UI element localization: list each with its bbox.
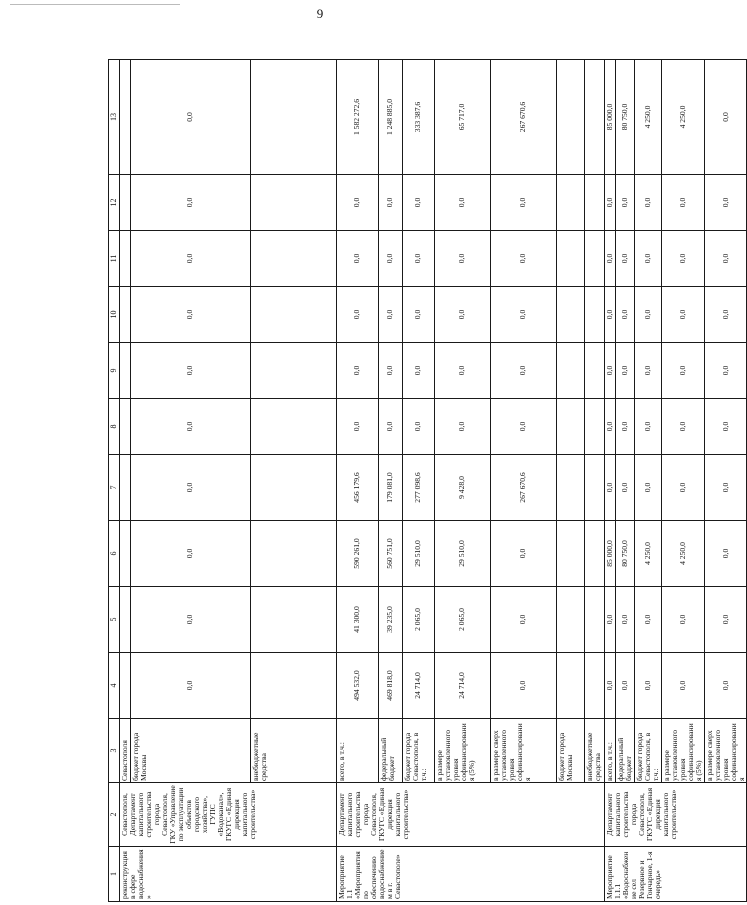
table-row — [250, 60, 336, 902]
amount-cell: 2 065,0 — [402, 587, 434, 653]
table-row — [634, 60, 661, 902]
amount-cell: 0,0 — [634, 231, 661, 287]
funding-source-cell: всего, в т.ч.: — [604, 719, 615, 783]
col-num: 12 — [109, 175, 120, 231]
amount-cell — [120, 455, 131, 521]
page-number: 9 — [316, 6, 324, 21]
amount-cell: 0,0 — [490, 343, 556, 399]
col-num: 5 — [109, 587, 120, 653]
amount-cell: 0,0 — [402, 175, 434, 231]
measure-name-cell: Мероприятие 1.1 «Мероприятия по обеспечению водоснабжением в г. Севастополе» — [336, 847, 604, 902]
amount-cell — [556, 455, 584, 521]
amount-cell: 0,0 — [434, 175, 490, 231]
amount-cell: 80 750,0 — [615, 521, 634, 587]
amount-cell: 0,0 — [615, 587, 634, 653]
column-number-row — [109, 60, 120, 902]
amount-cell: 0,0 — [490, 231, 556, 287]
col-num: 11 — [109, 231, 120, 287]
amount-cell: 590 261,0 — [336, 521, 378, 587]
amount-cell: 0,0 — [336, 287, 378, 343]
amount-cell — [250, 653, 336, 719]
amount-cell: 0,0 — [604, 343, 615, 399]
amount-cell: 0,0 — [604, 287, 615, 343]
amount-cell: 0,0 — [634, 587, 661, 653]
amount-cell — [120, 60, 131, 175]
amount-cell: 0,0 — [402, 343, 434, 399]
funding-source-cell: в размере установленного уровня софинансирования (5%) — [661, 719, 704, 783]
amount-cell: 24 714,0 — [402, 653, 434, 719]
amount-cell: 0,0 — [130, 455, 250, 521]
funding-source-cell: Севастополя — [120, 719, 131, 783]
amount-cell: 0,0 — [434, 231, 490, 287]
amount-cell: 0,0 — [661, 175, 704, 231]
rotated-table-area — [108, 60, 746, 902]
amount-cell: 0,0 — [704, 399, 747, 455]
funding-source-cell: в размере сверх установленного уровня софинансирования — [704, 719, 747, 783]
amount-cell: 0,0 — [604, 175, 615, 231]
amount-cell: 4 250,0 — [634, 521, 661, 587]
executor-cell: Департамент капитального строительства города Севастополя, ГКУГС «Единая дирекция капитального строительства» — [336, 783, 604, 847]
amount-cell: 0,0 — [490, 587, 556, 653]
amount-cell: 0,0 — [634, 287, 661, 343]
amount-cell: 0,0 — [378, 175, 402, 231]
amount-cell: 0,0 — [661, 587, 704, 653]
table-row — [402, 60, 434, 902]
amount-cell: 0,0 — [634, 399, 661, 455]
amount-cell: 0,0 — [661, 287, 704, 343]
amount-cell — [120, 231, 131, 287]
amount-cell: 39 235,0 — [378, 587, 402, 653]
funding-source-cell: федеральный бюджет — [615, 719, 634, 783]
amount-cell: 0,0 — [704, 653, 747, 719]
amount-cell: 65 717,0 — [434, 60, 490, 175]
funding-source-cell: бюджет города Севастополя, в т.ч.: — [634, 719, 661, 783]
amount-cell: 1 248 885,0 — [378, 60, 402, 175]
amount-cell: 0,0 — [402, 287, 434, 343]
table-row — [434, 60, 490, 902]
amount-cell: 0,0 — [336, 231, 378, 287]
executor-cell: Севастополя, Департамент капитального строительства города Севастополя, ГКУ «Управление по эксплуатации объектов городского хозяйства», ГУПС «Водоканал», ГКУГС «Единая дирекция капитального строительства» — [120, 783, 337, 847]
amount-cell — [584, 455, 604, 521]
amount-cell: 333 387,6 — [402, 60, 434, 175]
amount-cell — [250, 175, 336, 231]
amount-cell: 560 751,0 — [378, 521, 402, 587]
amount-cell — [120, 521, 131, 587]
funding-source-cell: в размере сверх установленного уровня софинансирования — [490, 719, 556, 783]
amount-cell: 0,0 — [434, 399, 490, 455]
amount-cell: 179 081,0 — [378, 455, 402, 521]
amount-cell — [556, 521, 584, 587]
amount-cell: 0,0 — [634, 653, 661, 719]
amount-cell — [556, 343, 584, 399]
measure-name-cell: реконструкция в сфере водоснабжения» — [120, 847, 337, 902]
executor-cell: Департамент капитального строительства города Севастополя, ГКУГС «Единая дирекция капитального строительства» — [604, 783, 747, 847]
amount-cell: 0,0 — [130, 231, 250, 287]
amount-cell — [120, 587, 131, 653]
amount-cell: 2 065,0 — [434, 587, 490, 653]
amount-cell — [120, 653, 131, 719]
amount-cell: 0,0 — [661, 653, 704, 719]
amount-cell: 85 000,0 — [604, 521, 615, 587]
amount-cell: 0,0 — [490, 653, 556, 719]
amount-cell — [556, 175, 584, 231]
amount-cell: 0,0 — [634, 455, 661, 521]
col-num: 2 — [109, 783, 120, 847]
table-row — [336, 60, 378, 902]
table-row — [661, 60, 704, 902]
amount-cell — [250, 521, 336, 587]
amount-cell: 0,0 — [130, 343, 250, 399]
col-num: 10 — [109, 287, 120, 343]
amount-cell — [584, 653, 604, 719]
amount-cell: 267 670,6 — [490, 60, 556, 175]
amount-cell: 0,0 — [615, 399, 634, 455]
amount-cell: 0,0 — [402, 231, 434, 287]
funding-source-cell: всего, в т.ч.: — [336, 719, 378, 783]
amount-cell — [556, 399, 584, 455]
table-row — [604, 60, 615, 902]
amount-cell: 85 000,0 — [604, 60, 615, 175]
table-row — [704, 60, 747, 902]
amount-cell: 0,0 — [661, 399, 704, 455]
amount-cell: 0,0 — [604, 587, 615, 653]
amount-cell: 0,0 — [604, 399, 615, 455]
col-num: 6 — [109, 521, 120, 587]
amount-cell: 0,0 — [704, 343, 747, 399]
funding-source-cell: внебюджетные средства — [250, 719, 336, 783]
funding-source-cell: бюджет города Севастополя, в т.ч.: — [402, 719, 434, 783]
amount-cell: 80 750,0 — [615, 60, 634, 175]
funding-source-cell: бюджет города Москвы — [130, 719, 250, 783]
amount-cell — [250, 287, 336, 343]
amount-cell: 277 098,6 — [402, 455, 434, 521]
amount-cell: 0,0 — [634, 175, 661, 231]
amount-cell: 0,0 — [130, 587, 250, 653]
amount-cell — [250, 343, 336, 399]
table-row — [130, 60, 250, 902]
amount-cell — [250, 399, 336, 455]
measure-name-cell: Мероприятие 1.1.1 «Водоснабжение сел Резервное и Гончарное, 1-я очередь» — [604, 847, 747, 902]
amount-cell — [120, 175, 131, 231]
amount-cell: 29 510,0 — [402, 521, 434, 587]
amount-cell: 24 714,0 — [434, 653, 490, 719]
amount-cell — [250, 455, 336, 521]
amount-cell — [584, 521, 604, 587]
amount-cell: 456 179,6 — [336, 455, 378, 521]
amount-cell: 0,0 — [615, 287, 634, 343]
amount-cell: 0,0 — [615, 455, 634, 521]
amount-cell — [250, 231, 336, 287]
col-num: 9 — [109, 343, 120, 399]
amount-cell: 0,0 — [704, 455, 747, 521]
amount-cell: 0,0 — [604, 231, 615, 287]
amount-cell: 0,0 — [130, 175, 250, 231]
amount-cell: 494 532,0 — [336, 653, 378, 719]
amount-cell: 0,0 — [378, 399, 402, 455]
amount-cell: 4 250,0 — [661, 521, 704, 587]
table-row — [584, 60, 604, 902]
table-row — [120, 60, 131, 902]
amount-cell: 0,0 — [604, 455, 615, 521]
col-num: 4 — [109, 653, 120, 719]
amount-cell: 0,0 — [336, 175, 378, 231]
table-row — [378, 60, 402, 902]
amount-cell: 0,0 — [704, 231, 747, 287]
amount-cell — [584, 343, 604, 399]
amount-cell: 0,0 — [704, 587, 747, 653]
amount-cell: 0,0 — [130, 653, 250, 719]
amount-cell — [556, 587, 584, 653]
amount-cell — [250, 587, 336, 653]
amount-cell: 0,0 — [704, 521, 747, 587]
amount-cell — [556, 287, 584, 343]
amount-cell: 0,0 — [490, 175, 556, 231]
amount-cell: 0,0 — [490, 521, 556, 587]
amount-cell: 0,0 — [661, 343, 704, 399]
amount-cell — [584, 175, 604, 231]
amount-cell: 0,0 — [434, 287, 490, 343]
amount-cell — [556, 231, 584, 287]
table-row — [615, 60, 634, 902]
funding-source-cell: бюджет города Москвы — [556, 719, 584, 783]
amount-cell: 0,0 — [130, 60, 250, 175]
amount-cell — [584, 287, 604, 343]
amount-cell: 0,0 — [615, 175, 634, 231]
amount-cell — [250, 60, 336, 175]
amount-cell: 4 250,0 — [661, 60, 704, 175]
amount-cell — [584, 60, 604, 175]
amount-cell: 0,0 — [130, 399, 250, 455]
amount-cell: 0,0 — [490, 399, 556, 455]
amount-cell: 0,0 — [402, 399, 434, 455]
amount-cell: 0,0 — [130, 521, 250, 587]
col-num: 1 — [109, 847, 120, 902]
amount-cell: 0,0 — [378, 231, 402, 287]
amount-cell: 267 670,6 — [490, 455, 556, 521]
amount-cell — [584, 587, 604, 653]
col-num: 8 — [109, 399, 120, 455]
col-num: 13 — [109, 60, 120, 175]
col-num: 3 — [109, 719, 120, 783]
amount-cell — [584, 399, 604, 455]
amount-cell — [120, 287, 131, 343]
amount-cell — [556, 60, 584, 175]
amount-cell: 0,0 — [336, 399, 378, 455]
amount-cell: 0,0 — [661, 455, 704, 521]
amount-cell — [556, 653, 584, 719]
funding-source-cell: федеральный бюджет — [378, 719, 402, 783]
budget-table — [108, 59, 747, 902]
amount-cell: 0,0 — [378, 287, 402, 343]
amount-cell: 0,0 — [604, 653, 615, 719]
amount-cell: 0,0 — [378, 343, 402, 399]
amount-cell: 0,0 — [490, 287, 556, 343]
amount-cell: 0,0 — [704, 175, 747, 231]
amount-cell: 0,0 — [615, 231, 634, 287]
amount-cell: 0,0 — [704, 60, 747, 175]
amount-cell: 0,0 — [704, 287, 747, 343]
amount-cell — [120, 399, 131, 455]
table-row — [556, 60, 584, 902]
amount-cell: 0,0 — [615, 343, 634, 399]
amount-cell: 0,0 — [336, 343, 378, 399]
col-num: 7 — [109, 455, 120, 521]
amount-cell: 0,0 — [661, 231, 704, 287]
amount-cell: 0,0 — [434, 343, 490, 399]
table-row — [490, 60, 556, 902]
amount-cell: 0,0 — [634, 343, 661, 399]
amount-cell: 469 818,0 — [378, 653, 402, 719]
funding-source-cell: в размере установленного уровня софинансирования (5%) — [434, 719, 490, 783]
amount-cell — [584, 231, 604, 287]
amount-cell: 9 428,0 — [434, 455, 490, 521]
amount-cell — [120, 343, 131, 399]
amount-cell: 41 300,0 — [336, 587, 378, 653]
funding-source-cell: внебюджетные средства — [584, 719, 604, 783]
amount-cell: 1 582 272,6 — [336, 60, 378, 175]
amount-cell: 4 250,0 — [634, 60, 661, 175]
amount-cell: 0,0 — [130, 287, 250, 343]
amount-cell: 0,0 — [615, 653, 634, 719]
top-rule — [10, 4, 180, 5]
amount-cell: 29 510,0 — [434, 521, 490, 587]
